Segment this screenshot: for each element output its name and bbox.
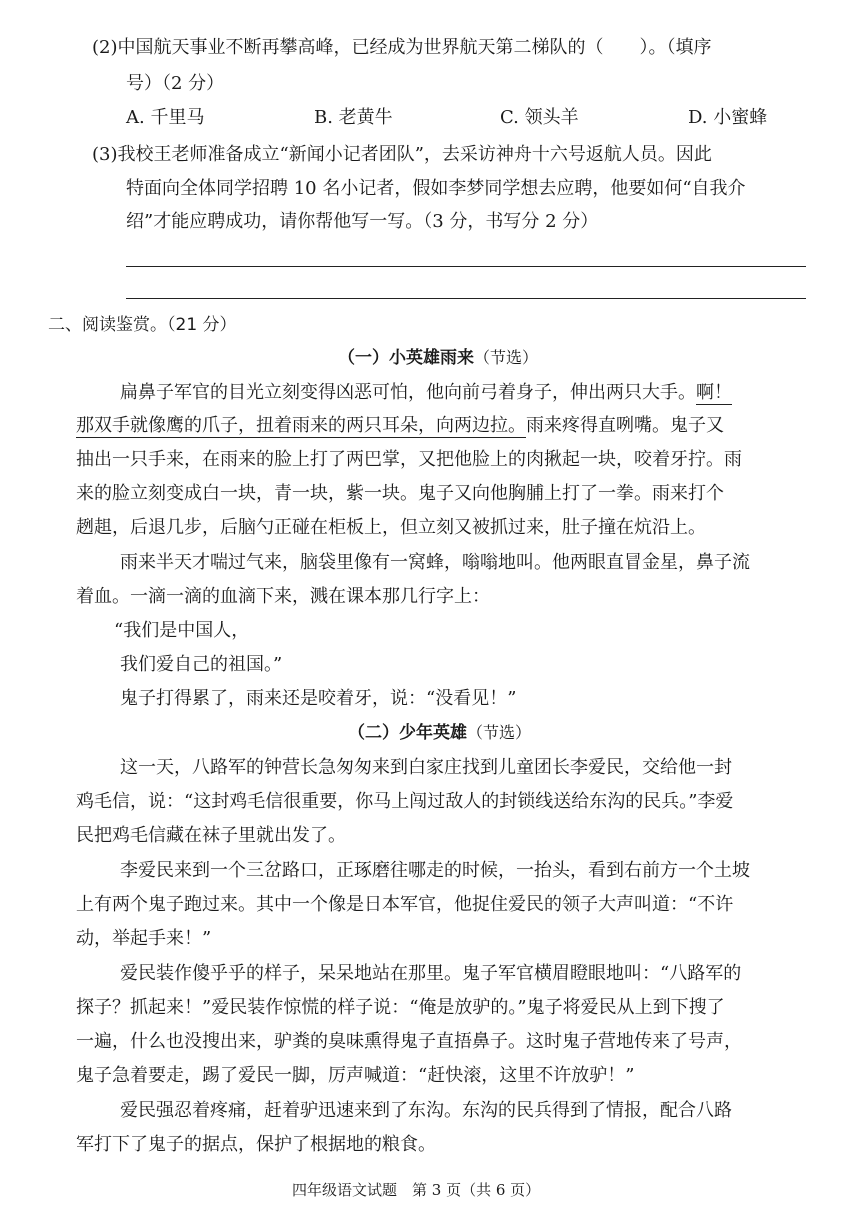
passage-2-title-text: （二）少年英雄 xyxy=(348,723,467,743)
passage-2-p1-line-3: 民把鸡毛信藏在袜子里就出发了。 xyxy=(76,825,346,846)
passage-1-p2-line-1: 雨来半天才喘过气来，脑袋里像有一窝蜂，嗡嗡地叫。他两眼直冒金星，鼻子流 xyxy=(120,552,750,573)
answer-line-1[interactable] xyxy=(126,266,806,267)
passage-1-p1-line-3: 抽出一只手来，在雨来的脸上打了两巴掌，又把他脸上的肉揪起一块，咬着牙拧。雨 xyxy=(76,449,742,470)
passage-2-p4-line-2: 军打下了鬼子的据点，保护了根据地的粮食。 xyxy=(76,1134,436,1155)
passage-2-p2-line-3: 动，举起手来！” xyxy=(76,928,212,949)
passage-2-p3-line-4: 鬼子急着要走，踢了爱民一脚，厉声喊道：“赶快滚，这里不许放驴！” xyxy=(76,1065,635,1086)
passage-1-p1-line-5: 趔趄，后退几步，后脑勺正碰在柜板上，但立刻又被抓过来，肚子撞在炕沿上。 xyxy=(76,517,706,538)
option-c: C. 领头羊 xyxy=(500,107,579,128)
passage-1-p1-line-1-text: 扁鼻子军官的目光立刻变得凶恶可怕，他向前弓着身子，伸出两只大手。 xyxy=(120,382,696,403)
passage-2-p4-line-1: 爱民强忍着疼痛，赶着驴迅速来到了东沟。东沟的民兵得到了情报，配合八路 xyxy=(120,1100,732,1121)
option-a: A. 千里马 xyxy=(126,107,205,128)
question-3-line-3: 绍”才能应聘成功，请你帮他写一写。（3 分，书写分 2 分） xyxy=(126,211,599,232)
option-d: D. 小蜜蜂 xyxy=(688,107,768,128)
passage-1-p5: 鬼子打得累了，雨来还是咬着牙，说：“没看见！” xyxy=(120,688,517,709)
passage-2-p1-line-1: 这一天，八路军的钟营长急匆匆来到白家庄找到儿童团长李爱民，交给他一封 xyxy=(120,757,732,778)
option-b: B. 老黄牛 xyxy=(314,107,393,128)
passage-1-title-note: （节选） xyxy=(474,348,539,367)
passage-1-p1-line-1 xyxy=(120,381,732,405)
passage-2-p1-line-2: 鸡毛信，说：“这封鸡毛信很重要，你马上闯过敌人的封锁线送给东沟的民兵。”李爱 xyxy=(76,791,734,812)
underlined-sentence-start: 啊！ xyxy=(696,382,732,403)
passage-1-title-text: （一）小英雄雨来 xyxy=(338,348,474,368)
passage-2-title-note: （节选） xyxy=(467,723,532,742)
page-footer: 四年级语文试题 第 3 页（共 6 页） xyxy=(292,1181,541,1199)
passage-2-p2-line-2: 上有两个鬼子跑过来。其中一个像是日本军官，他捉住爱民的领子大声叫道：“不许 xyxy=(76,894,734,915)
passage-1-p1-line-2 xyxy=(76,414,724,438)
question-3-line-2: 特面向全体同学招聘 10 名小记者，假如李梦同学想去应聘，他要如何“自我介 xyxy=(126,178,746,199)
passage-1-p2-line-2: 着血。一滴一滴的血滴下来，溅在课本那几行字上： xyxy=(76,586,490,607)
answer-line-2[interactable] xyxy=(126,298,806,299)
passage-2-p3-line-3: 一遍，什么也没搜出来，驴粪的臭味熏得鬼子直捂鼻子。这时鬼子营地传来了号声， xyxy=(76,1031,742,1052)
question-3-line-1: (3)我校王老师准备成立“新闻小记者团队”，去采访神舟十六号返航人员。因此 xyxy=(92,144,712,165)
passage-2-p3-line-2: 探子？抓起来！”爱民装作惊慌的样子说：“俺是放驴的。”鬼子将爱民从上到下搜了 xyxy=(76,997,725,1018)
passage-2-p3-line-1: 爱民装作傻乎乎的样子，呆呆地站在那里。鬼子军官横眉瞪眼地叫：“八路军的 xyxy=(120,963,742,984)
passage-1-p4: 我们爱自己的祖国。” xyxy=(120,654,283,675)
passage-1-p1-line-4: 来的脸立刻变成白一块，青一块，紫一块。鬼子又向他胸脯上打了一拳。雨来打个 xyxy=(76,483,724,504)
passage-1-title xyxy=(338,346,538,370)
passage-1-p1-line-2-text: 雨来疼得直咧嘴。鬼子又 xyxy=(526,415,724,436)
question-2-line-2: 号）（2 分） xyxy=(126,73,225,94)
passage-2-title xyxy=(348,721,531,745)
passage-2-p2-line-1: 李爱民来到一个三岔路口，正琢磨往哪走的时候，一抬头，看到右前方一个土坡 xyxy=(120,860,750,881)
passage-1-p3: “我们是中国人， xyxy=(114,620,250,641)
question-2-line-1: (2)中国航天事业不断再攀高峰，已经成为世界航天第二梯队的（ ）。（填序 xyxy=(92,37,712,58)
section-2-heading: 二、阅读鉴赏。（21 分） xyxy=(48,315,237,335)
underlined-sentence-end: 那双手就像鹰的爪子，扭着雨来的两只耳朵，向两边拉。 xyxy=(76,415,526,436)
